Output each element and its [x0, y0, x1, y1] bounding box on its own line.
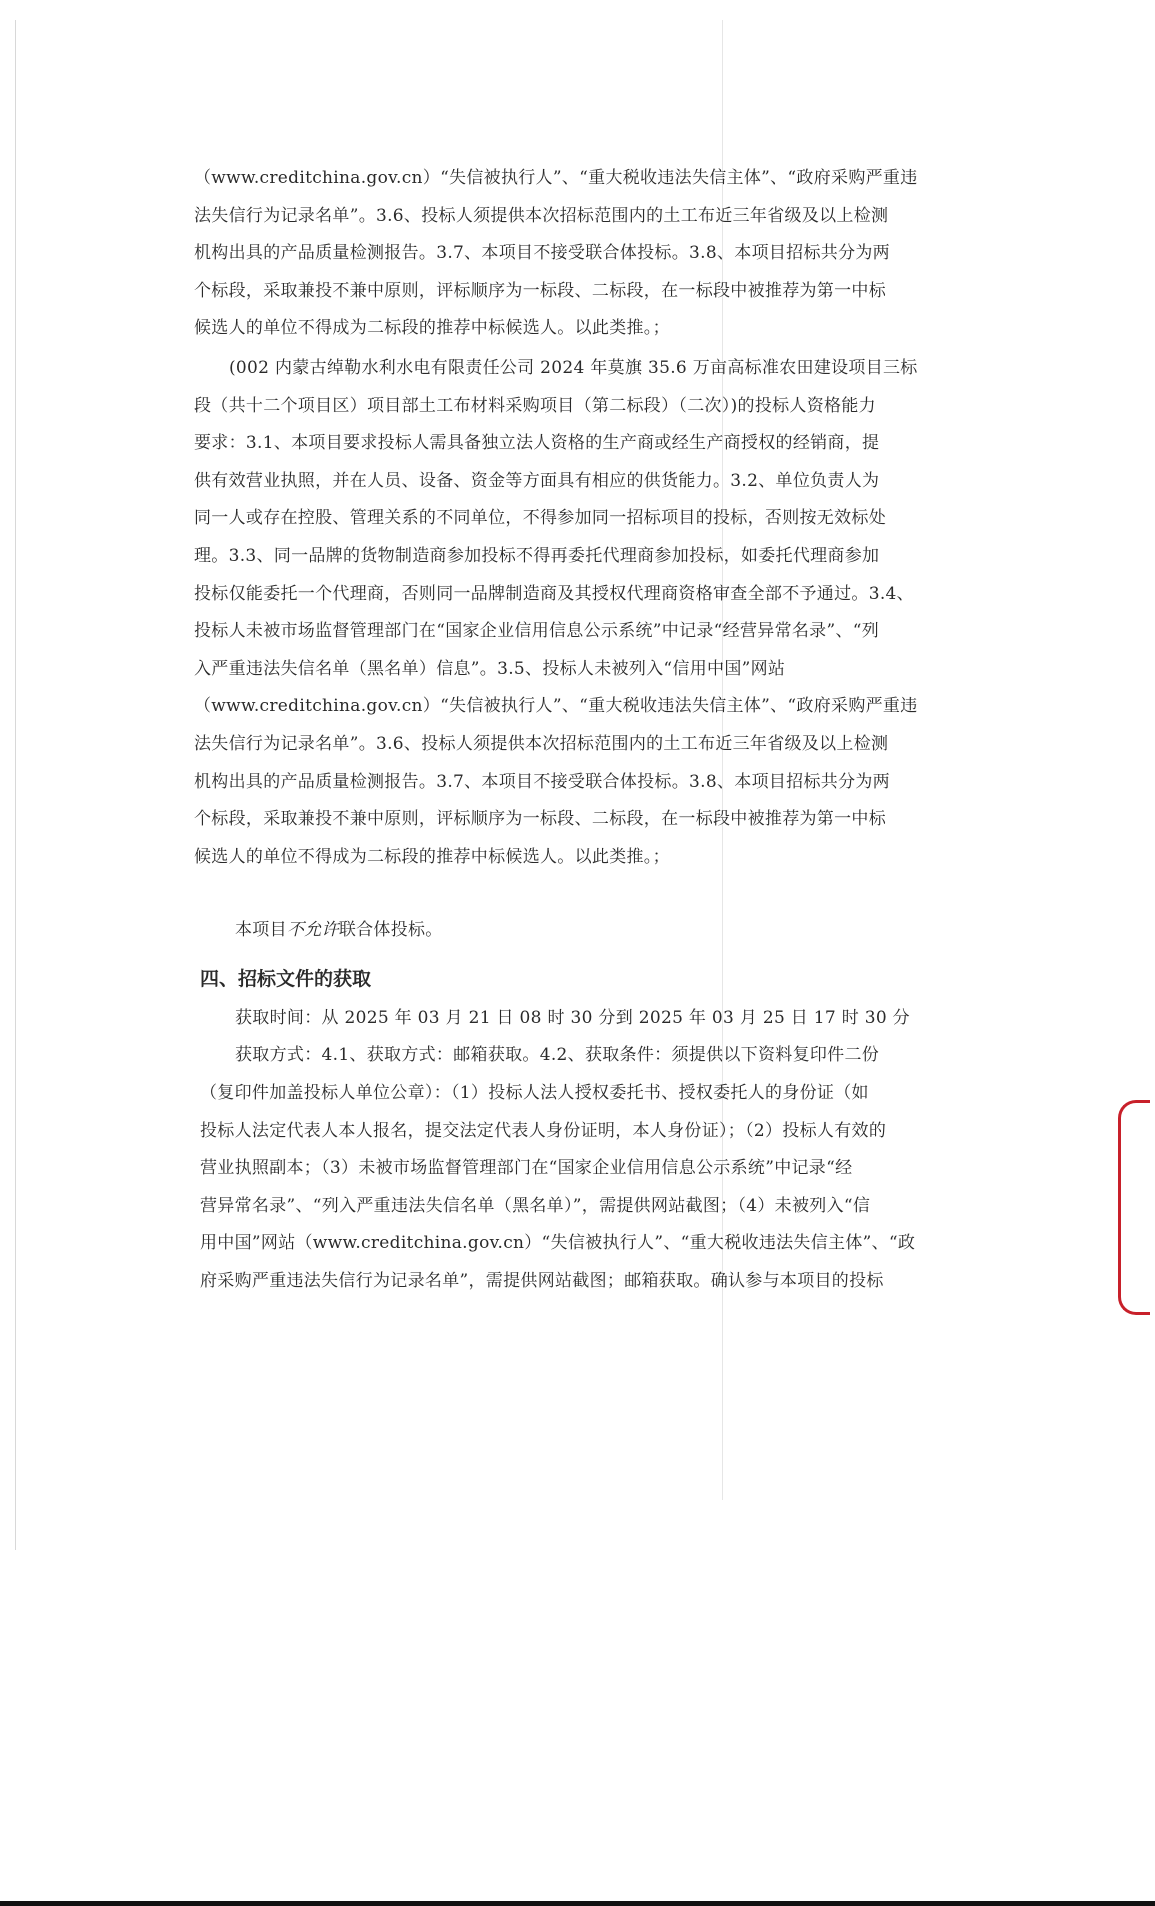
consortium-suffix: 联合体投标。	[338, 920, 443, 941]
text-line: （www.creditchina.gov.cn）“失信被执行人”、“重大税收违法失信主体”、“政府采购严重违	[194, 168, 918, 188]
text-line: 营业执照副本；（3）未被市场监督管理部门在“国家企业信用信息公示系统”中记录“经	[200, 1158, 853, 1179]
text-line: 营异常名录”、“列入严重违法失信名单（黑名单）”，需提供网站截图；（4）未被列入“信	[200, 1195, 871, 1216]
text-line: 投标人未被市场监督管理部门在“国家企业信用信息公示系统”中记录“经营异常名录”、“列	[194, 621, 880, 642]
paragraph-lot-002	[194, 350, 960, 876]
text-line: 个标段，采取兼投不兼中原则，评标顺序为一标段、二标段，在一标段中被推荐为第一中标	[194, 809, 886, 830]
text-line: 法失信行为记录名单”。3.6、投标人须提供本次招标范围内的土工布近三年省级及以上检测	[194, 205, 889, 226]
section-heading: 四、招标文件的获取	[200, 967, 372, 990]
paragraph-qualification-cont	[194, 160, 960, 348]
text-line: 获取方式：4.1、获取方式：邮箱获取。4.2、获取条件：须提供以下资料复印件二份	[235, 1045, 880, 1066]
text-line: 投标人法定代表人本人报名，提交法定代表人身份证明，本人身份证）；（2）投标人有效的	[200, 1120, 887, 1141]
text-line: （www.creditchina.gov.cn）“失信被执行人”、“重大税收违法失信主体”、“政府采购严重违	[194, 696, 918, 717]
scan-edge	[15, 20, 16, 1550]
text-line: 用中国”网站（www.creditchina.gov.cn）“失信被执行人”、“重大税收违法失信主体”、“政	[200, 1233, 916, 1254]
text-line: 同一人或存在控股、管理关系的不同单位，不得参加同一招标项目的投标，否则按无效标处	[194, 508, 886, 529]
text-line: 投标仅能委托一个代理商，否则同一品牌制造商及其授权代理商资格审查全部不予通过。3.4、	[194, 583, 914, 604]
text-line: (002 内蒙古绰勒水利水电有限责任公司 2024 年莫旗 35.6 万亩高标准农田建设项目三标	[229, 357, 918, 378]
text-line: 理。3.3、同一品牌的货物制造商参加投标不得再委托代理商参加投标，如委托代理商参加	[194, 545, 880, 566]
text-line: （复印件加盖投标人单位公章）：（1）投标人法人授权委托书、授权委托人的身份证（如	[200, 1083, 869, 1104]
text-line: 候选人的单位不得成为二标段的推荐中标候选人。以此类推。；	[194, 318, 670, 339]
consortium-prefix: 本项目	[235, 920, 287, 941]
text-line: 机构出具的产品质量检测报告。3.7、本项目不接受联合体投标。3.8、本项目招标共分为两	[194, 243, 890, 264]
text-line: 段（共十二个项目区）项目部土工布材料采购项目（第二标段）（二次）)的投标人资格能力	[194, 395, 876, 416]
seal-stamp	[1118, 1100, 1150, 1315]
spacer	[200, 876, 960, 912]
text-line: 供有效营业执照，并在人员、设备、资金等方面具有相应的供货能力。3.2、单位负责人为	[194, 470, 880, 491]
text-line: 府采购严重违法失信行为记录名单”，需提供网站截图；邮箱获取。确认参与本项目的投标	[200, 1271, 884, 1292]
text-line: 法失信行为记录名单”。3.6、投标人须提供本次招标范围内的土工布近三年省级及以上检测	[194, 733, 889, 754]
text-line: 入严重违法失信名单（黑名单）信息”。3.5、投标人未被列入“信用中国”网站	[194, 658, 786, 679]
consortium-emphasis: 不允许	[286, 920, 339, 941]
document-body	[194, 160, 960, 1301]
scan-bottom-edge	[0, 1901, 1155, 1906]
text-line: 个标段，采取兼投不兼中原则，评标顺序为一标段、二标段，在一标段中被推荐为第一中标	[194, 280, 886, 301]
acquisition-time: 获取时间：从 2025 年 03 月 21 日 08 时 30 分到 2025 年 03 月 25 日 17 时 30 分	[235, 1007, 910, 1028]
text-line: 机构出具的产品质量检测报告。3.7、本项目不接受联合体投标。3.8、本项目招标共分为两	[194, 771, 890, 792]
text-line: 候选人的单位不得成为二标段的推荐中标候选人。以此类推。；	[194, 846, 670, 867]
acquisition-method	[200, 1037, 960, 1300]
consortium-statement	[200, 912, 960, 950]
text-line: 要求：3.1、本项目要求投标人需具备独立法人资格的生产商或经生产商授权的经销商，提	[194, 433, 880, 454]
